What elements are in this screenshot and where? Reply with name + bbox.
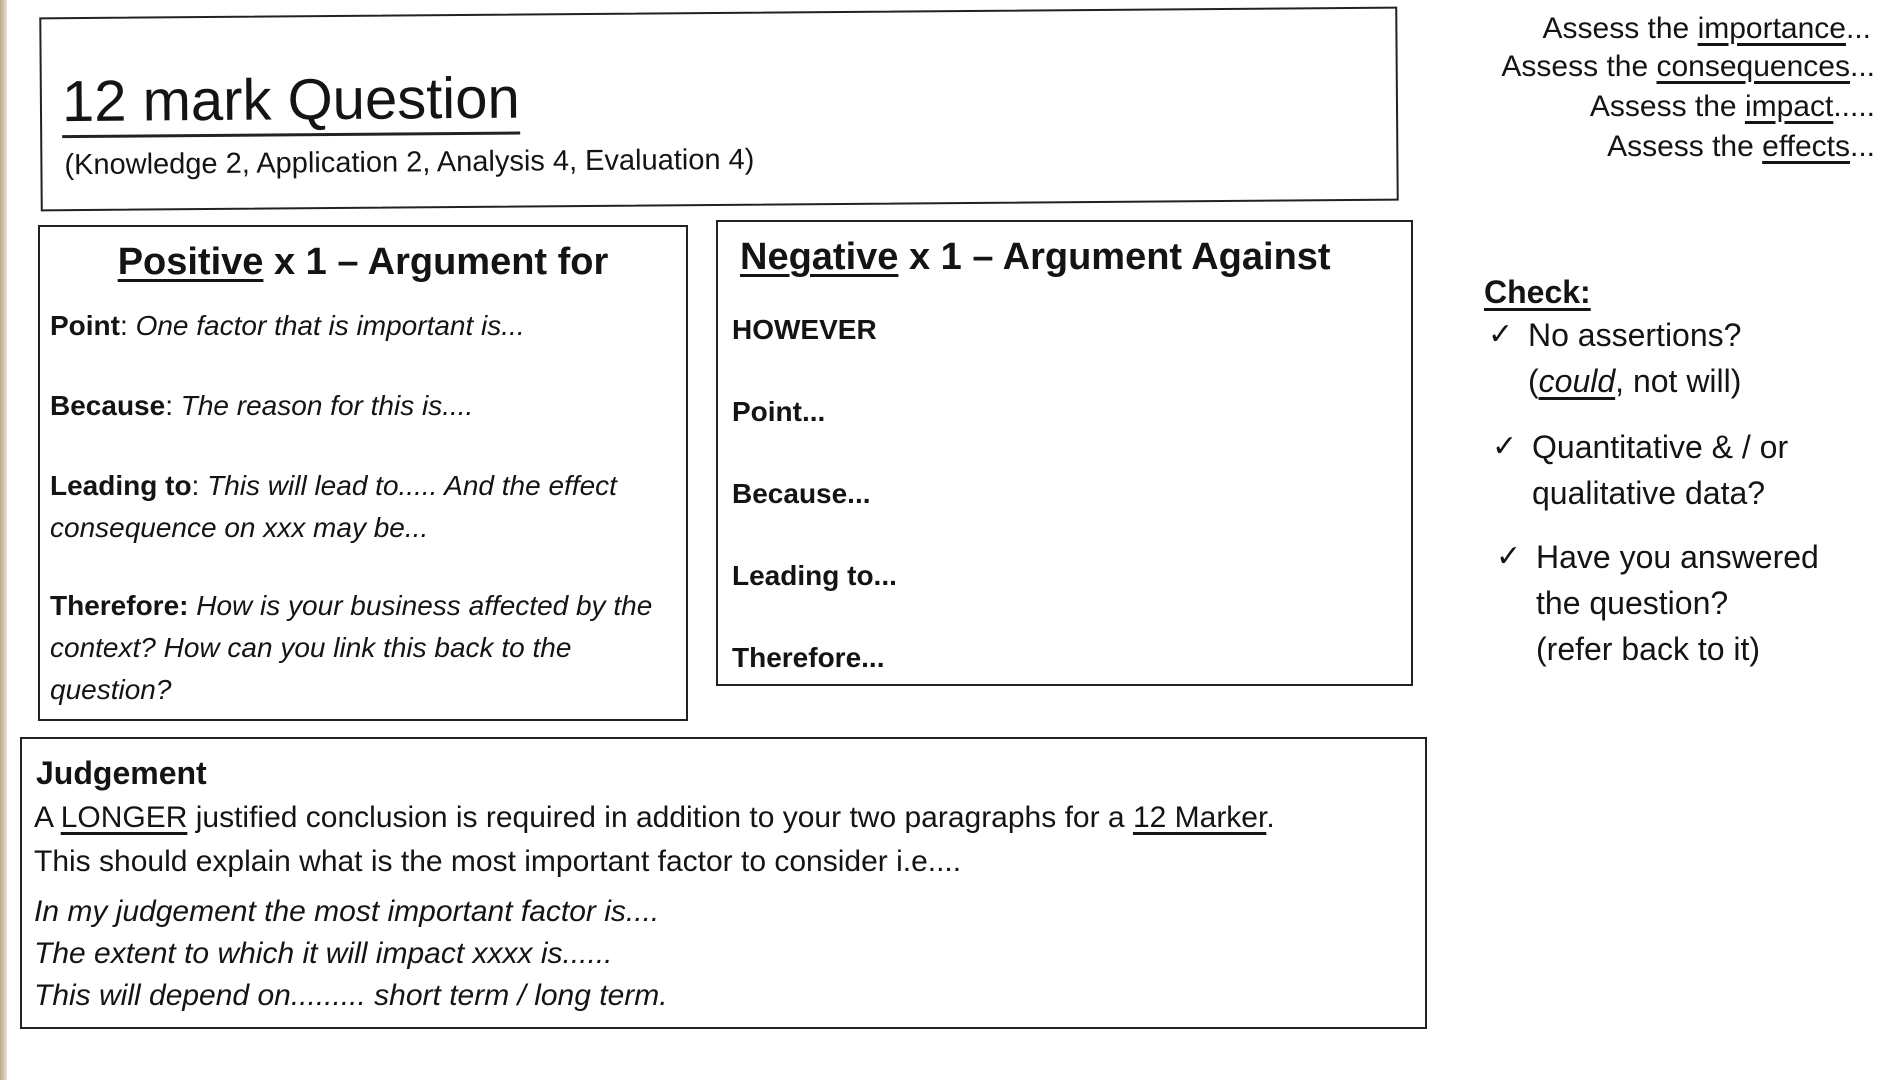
check-line: Quantitative & / or (1532, 429, 1789, 465)
judgement-keyword-longer: LONGER (60, 801, 188, 834)
item-text: How is your business affected by the context? How can you link this back to the question? (50, 590, 653, 705)
assess-prefix: Assess the (1501, 50, 1657, 83)
item-sep: : (165, 390, 181, 421)
check-line: Have you answered (1536, 539, 1819, 575)
assess-keyword: importance (1697, 12, 1846, 45)
judgement-example-1: In my judgement the most important factor is.... (34, 895, 660, 928)
judgement-example-2: The extent to which it will impact xxxx is...... (34, 937, 613, 970)
negative-item-however: HOWEVER (732, 314, 877, 345)
positive-item-point (50, 305, 674, 347)
check-line: the question? (1536, 585, 1729, 621)
positive-argument-box (38, 225, 688, 721)
check-item-assertions (1488, 312, 1742, 404)
item-text: The reason for this is.... (180, 390, 474, 421)
checkmark-icon: ✓ (1492, 430, 1518, 463)
assess-suffix: ... (1849, 50, 1875, 83)
item-text: This will lead to..... And the effect consequence on xxx may be... (50, 470, 617, 543)
item-label: Therefore: (50, 590, 189, 621)
check-keyword: could (1538, 363, 1616, 399)
positive-item-therefore (50, 585, 674, 711)
paper-edge (0, 0, 7, 1080)
negative-heading-rest: x 1 – Argument Against (898, 236, 1331, 278)
positive-heading (40, 241, 686, 284)
judgement-line-2: This should explain what is the most important factor to consider i.e.... (34, 845, 962, 878)
mark-breakdown: (Knowledge 2, Application 2, Analysis 4, Evaluation 4) (64, 143, 755, 182)
negative-item-therefore: Therefore... (732, 642, 885, 673)
negative-argument-box (716, 220, 1413, 686)
check-line: (refer back to it) (1536, 631, 1761, 667)
judgement-line-1 (34, 801, 1275, 835)
judgement-keyword-marker: 12 Marker (1132, 801, 1267, 834)
judgement-example-3: This will depend on......... short term / long term. (34, 979, 668, 1012)
negative-heading (740, 236, 1331, 279)
positive-item-because (50, 385, 674, 427)
item-sep: : (120, 310, 136, 341)
assess-prompt-consequences (1501, 50, 1875, 84)
positive-heading-word: Positive (117, 241, 264, 283)
check-item-answered (1496, 534, 1819, 672)
check-line: qualitative data? (1532, 475, 1766, 511)
judgement-text: A (34, 801, 61, 834)
assess-suffix: ... (1845, 12, 1871, 45)
judgement-text: justified conclusion is required in addition to your two paragraphs for a (187, 801, 1133, 834)
checkmark-icon: ✓ (1488, 318, 1514, 351)
assess-suffix: ..... (1833, 90, 1875, 123)
negative-heading-word: Negative (740, 236, 899, 278)
check-item-data (1492, 424, 1789, 516)
check-line: No assertions? (1528, 317, 1742, 353)
assess-prefix: Assess the (1607, 130, 1763, 163)
judgement-heading: Judgement (36, 755, 207, 791)
assess-suffix: ... (1849, 130, 1875, 163)
check-heading: Check: (1484, 274, 1591, 310)
negative-item-leading-to: Leading to... (732, 560, 897, 591)
judgement-box (20, 737, 1427, 1029)
assess-prompt-effects (1607, 130, 1875, 164)
assess-prefix: Assess the (1589, 90, 1745, 123)
positive-heading-rest: x 1 – Argument for (263, 241, 609, 283)
item-label: Point (50, 310, 120, 341)
check-line (1528, 358, 1741, 404)
checkmark-icon: ✓ (1496, 540, 1522, 573)
title-box (39, 7, 1398, 212)
item-sep: : (191, 470, 208, 501)
check-text: , not will) (1615, 363, 1742, 399)
item-text: One factor that is important is... (135, 310, 525, 341)
negative-item-point: Point... (732, 396, 826, 427)
assess-prompt-importance (1543, 12, 1872, 46)
item-label: Because (50, 390, 166, 421)
judgement-text: . (1266, 801, 1275, 834)
assess-keyword: impact (1744, 90, 1834, 123)
assess-keyword: consequences (1656, 50, 1850, 83)
assess-keyword: effects (1762, 130, 1850, 163)
page-title: 12 mark Question (62, 66, 520, 139)
negative-item-because: Because... (732, 478, 871, 509)
item-label: Leading to (50, 470, 192, 501)
check-text: ( (1528, 363, 1539, 399)
assess-prompt-impact (1590, 90, 1875, 124)
positive-item-leading-to (50, 465, 626, 549)
assess-prefix: Assess the (1542, 12, 1698, 45)
